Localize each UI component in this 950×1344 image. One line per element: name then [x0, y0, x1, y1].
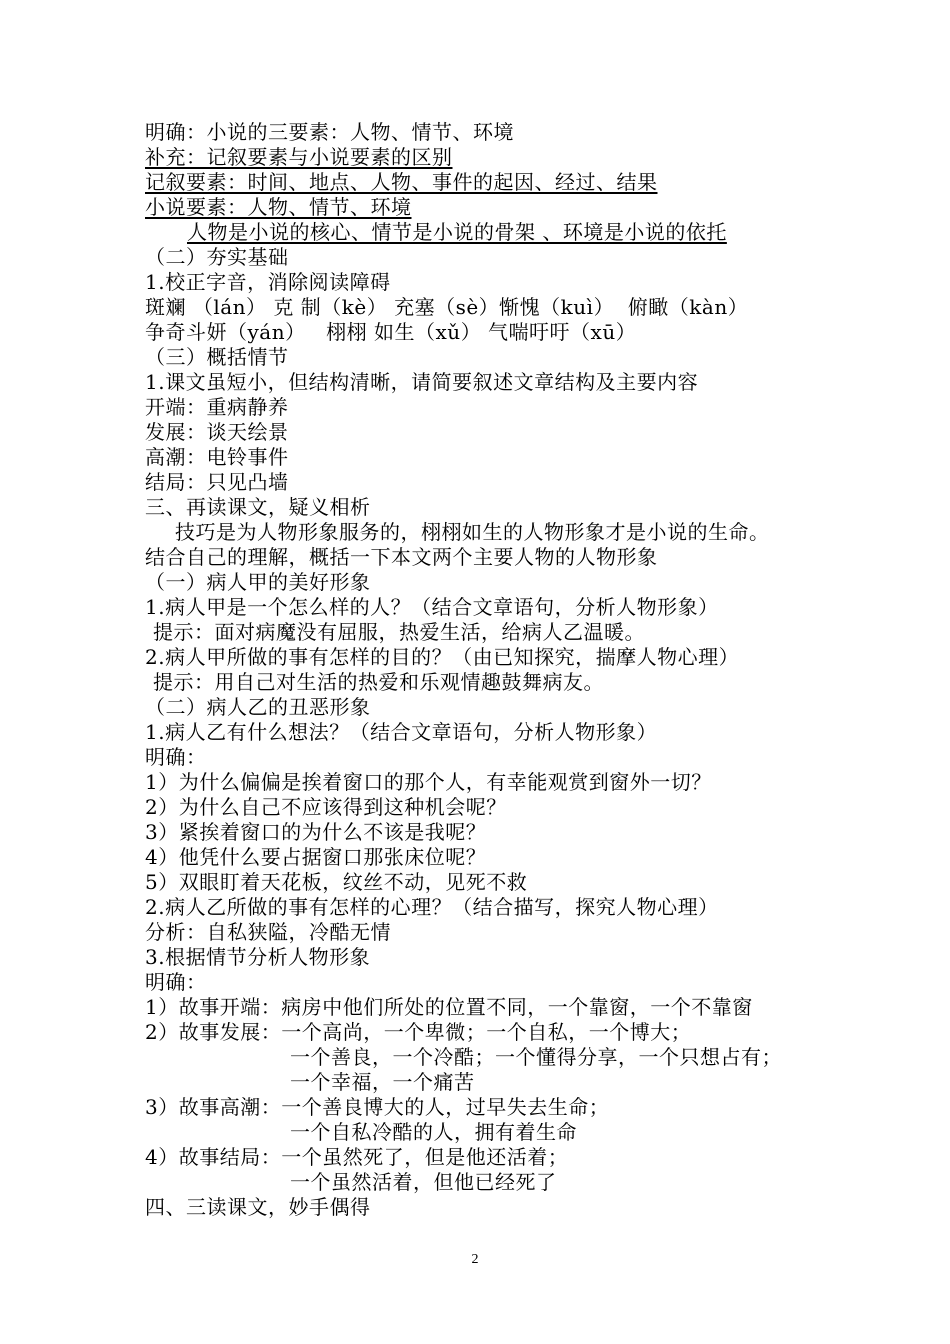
- list-item: 3）故事高潮：一个善良博大的人，过早失去生命；: [145, 1095, 610, 1119]
- text-line: 提示：面对病魔没有屈服，热爱生活，给病人乙温暖。: [153, 620, 645, 644]
- text-line: 1.病人甲是一个怎么样的人？（结合文章语句，分析人物形象）: [145, 595, 719, 619]
- list-item-continuation: 一个自私冷酷的人，拥有着生命: [290, 1120, 577, 1144]
- list-item-continuation: 一个虽然活着，但他已经死了: [290, 1170, 557, 1194]
- text-line: 开端：重病静养: [145, 395, 289, 419]
- text-line: 1.课文虽短小，但结构清晰，请简要叙述文章结构及主要内容: [145, 370, 699, 394]
- section-heading: （三）概括情节: [145, 345, 289, 369]
- text-line: 发展：谈天绘景: [145, 420, 289, 444]
- text-line: 高潮：电铃事件: [145, 445, 289, 469]
- list-item: 2）为什么自己不应该得到这种机会呢？: [145, 795, 507, 819]
- section-heading: （二）病人乙的丑恶形象: [145, 695, 371, 719]
- text-line: 结合自己的理解，概括一下本文两个主要人物的人物形象: [145, 545, 658, 569]
- list-item: 2）故事发展：一个高尚，一个卑微；一个自私，一个博大；: [145, 1020, 692, 1044]
- list-item: 4）他凭什么要占据窗口那张床位呢？: [145, 845, 487, 869]
- text-line: 2.病人乙所做的事有怎样的心理？（结合描写，探究人物心理）: [145, 895, 719, 919]
- list-item-continuation: 一个善良，一个冷酷；一个懂得分享，一个只想占有；: [290, 1045, 782, 1069]
- text-line: 明确：小说的三要素：人物、情节、环境: [145, 120, 514, 144]
- list-item-continuation: 一个幸福，一个痛苦: [290, 1070, 475, 1094]
- section-heading: （一）病人甲的美好形象: [145, 570, 371, 594]
- section-heading: 三、再读课文，疑义相析: [145, 495, 371, 519]
- list-item: 4）故事结局：一个虽然死了，但是他还活着；: [145, 1145, 569, 1169]
- list-item: 3）紧挨着窗口的为什么不该是我呢？: [145, 820, 487, 844]
- text-line: 2.病人甲所做的事有怎样的目的？（由已知探究，揣摩人物心理）: [145, 645, 740, 669]
- text-line: 明确：: [145, 745, 207, 769]
- list-item: 1）为什么偏偏是挨着窗口的那个人，有幸能观赏到窗外一切？: [145, 770, 712, 794]
- section-heading: （二）夯实基础: [145, 245, 289, 269]
- text-line: 3.根据情节分析人物形象: [145, 945, 371, 969]
- text-line-underlined: 补充：记叙要素与小说要素的区别: [145, 145, 453, 169]
- document-body: [145, 120, 845, 1220]
- list-item: 5）双眼盯着天花板，纹丝不动，见死不救: [145, 870, 528, 894]
- text-line-underlined: 记叙要素：时间、地点、人物、事件的起因、经过、结果: [145, 170, 658, 194]
- page-number: 2: [471, 1252, 479, 1267]
- text-line: 结局：只见凸墙: [145, 470, 289, 494]
- list-item: 1）故事开端：病房中他们所处的位置不同，一个靠窗，一个不靠窗: [145, 995, 753, 1019]
- text-line: 1.病人乙有什么想法？（结合文章语句，分析人物形象）: [145, 720, 658, 744]
- pinyin-line: 斑斓 （lán） 克 制（kè） 充塞（sè）惭愧（kuì） 俯瞰（kàn）: [145, 295, 749, 319]
- pinyin-line: 争奇斗妍（yán） 栩栩 如生（xǔ） 气喘吁吁（xū）: [145, 320, 637, 344]
- text-line: 分析：自私狭隘，冷酷无情: [145, 920, 391, 944]
- text-line-underlined: 人物是小说的核心、情节是小说的骨架 、环境是小说的依托: [187, 220, 727, 244]
- text-line-underlined: 小说要素：人物、情节、环境: [145, 195, 412, 219]
- text-line: 提示：用自己对生活的热爱和乐观情趣鼓舞病友。: [153, 670, 604, 694]
- text-line: 1.校正字音，消除阅读障碍: [145, 270, 391, 294]
- text-line: 技巧是为人物形象服务的，栩栩如生的人物形象才是小说的生命。: [175, 520, 770, 544]
- section-heading: 四、三读课文，妙手偶得: [145, 1195, 371, 1219]
- text-line: 明确：: [145, 970, 207, 994]
